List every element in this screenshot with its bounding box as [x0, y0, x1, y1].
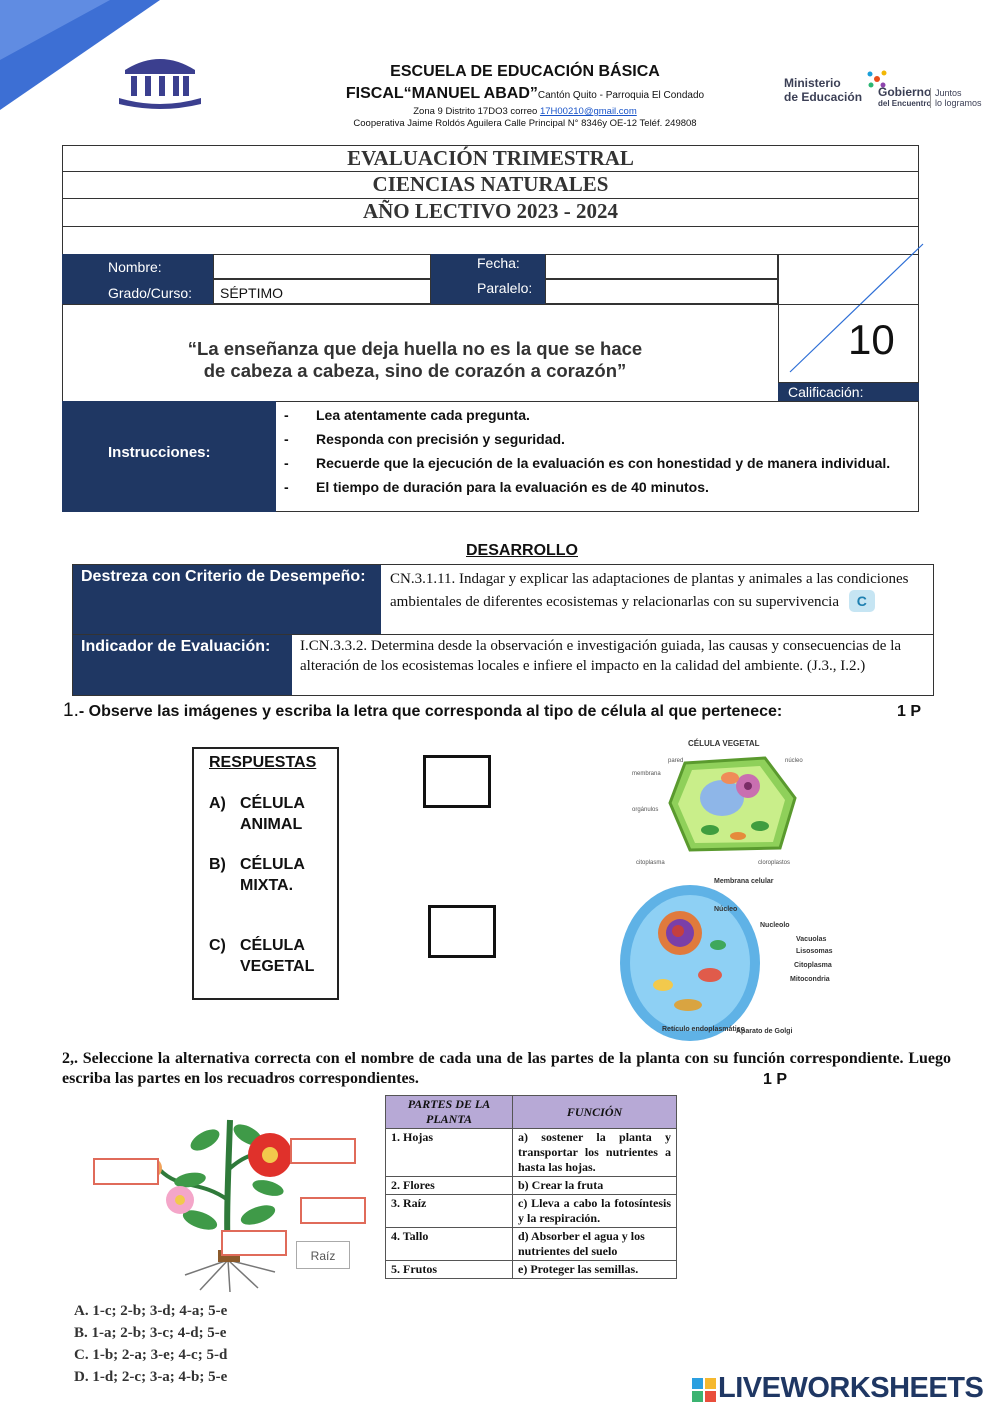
table-header-row: [386, 1096, 677, 1129]
animal-cell-image: [618, 875, 842, 1043]
bullet: -: [284, 407, 289, 423]
question-1: [63, 700, 782, 722]
table-cell: e) Proteger las semillas.: [513, 1261, 677, 1279]
address-line2: Cooperativa Jaime Roldós Aguilera Calle Principal N° 8346y OE-12 Teléf. 249808: [353, 118, 697, 129]
school-location: Cantón Quito - Parroquia El Condado: [537, 90, 705, 101]
gobierno-line2: del Encuentro: [878, 99, 932, 108]
school-name-line2: [300, 85, 750, 103]
animal-cell-label: Citoplasma: [794, 962, 832, 969]
exam-title: EVALUACIÓN TRIMESTRAL: [347, 146, 634, 170]
desarrollo-title: DESARROLLO: [466, 542, 578, 559]
raiz-label: Raíz: [296, 1241, 350, 1269]
instructions-list: [284, 403, 914, 499]
table-cell: b) Crear la fruta: [513, 1177, 677, 1195]
animal-cell-label: Nucleolo: [760, 922, 790, 929]
table-row: [386, 1177, 677, 1195]
liveworksheets-logo-icon: [692, 1378, 716, 1402]
gobierno-line1: Gobierno: [878, 85, 932, 99]
table-header: FUNCIÓN: [513, 1096, 677, 1129]
address-prefix: Zona 9 Distrito 17DO3 correo: [413, 106, 540, 117]
email-link[interactable]: 17H00210@gmail.com: [539, 106, 637, 117]
option-line: CÉLULA: [240, 795, 305, 812]
fecha-label: Fecha:: [477, 255, 520, 271]
plant-cell-label: membrana: [632, 771, 661, 777]
option-c: [209, 935, 314, 977]
animal-cell-label: Vacuolas: [796, 936, 827, 943]
exam-subject: CIENCIAS NATURALES: [372, 172, 609, 196]
choice-a[interactable]: A. 1-c; 2-b; 3-d; 4-a; 5-e: [74, 1303, 228, 1319]
table-cell: 1. Hojas: [386, 1129, 513, 1177]
plant-cell-image: [630, 738, 812, 868]
answer-box-1[interactable]: [423, 755, 491, 808]
ministerio-line1: Ministerio: [784, 76, 841, 90]
q1-points: 1 P: [897, 703, 922, 720]
plant-label-box[interactable]: [93, 1158, 159, 1185]
indicador-label: Indicador de Evaluación:: [81, 638, 271, 655]
option-line: VEGETAL: [240, 958, 315, 975]
question-2: 2,. Seleccione la alternativa correcta con el nombre de cada una de las partes de la planta con su función correspondiente. Luego escriba las partes en los recuadros correspondientes.: [62, 1050, 951, 1087]
indicador-text: I.CN.3.3.2. Determina desde la observación e investigación guiada, las causas y consecuencias de la alteración de los ecosistemas locales e infiere el impacto en la calidad del ambiente. (J.3., I.2.): [300, 638, 902, 674]
nombre-label: Nombre:: [108, 259, 162, 275]
calificacion-label: Calificación:: [778, 383, 919, 401]
animal-cell-label: Núcleo: [714, 906, 738, 913]
plant-cell-label: citoplasma: [636, 860, 665, 866]
q1-number: 1.: [63, 700, 79, 721]
juntos-line2: lo logramos: [935, 98, 982, 108]
paralelo-label: Paralelo:: [477, 280, 533, 296]
bullet: -: [284, 431, 289, 447]
plant-cell-label: cloroplastos: [758, 860, 791, 866]
plant-cell-title: CÉLULA VEGETAL: [688, 739, 760, 748]
address-line1: [300, 106, 750, 117]
juntos-logo: [930, 88, 982, 108]
table-cell: 3. Raíz: [386, 1195, 513, 1228]
option-b: [209, 854, 305, 896]
animal-cell-label: Lisosomas: [796, 948, 833, 955]
quote: [110, 338, 720, 382]
option-line: CÉLULA: [240, 937, 305, 954]
option-a: [209, 793, 305, 835]
destreza-label: Destreza con Criterio de Desempeño:: [81, 568, 366, 585]
choice-d[interactable]: D. 1-d; 2-c; 3-a; 4-b; 5-e: [74, 1369, 228, 1385]
school-name-line1: ESCUELA DE EDUCACIÓN BÁSICA: [390, 63, 660, 80]
bullet: -: [284, 479, 289, 495]
instruction-text: Responda con precisión y seguridad.: [316, 431, 565, 447]
instruction-text: Recuerde que la ejecución de la evaluación es con honestidad y de manera individual.: [316, 455, 891, 471]
instruction-item: [284, 451, 914, 475]
table-row: [386, 1195, 677, 1228]
option-line: ANIMAL: [240, 816, 303, 833]
plant-cell-label: pared: [668, 758, 684, 764]
choice-c[interactable]: C. 1-b; 2-a; 3-e; 4-c; 5-d: [74, 1347, 228, 1363]
option-line: CÉLULA: [240, 856, 305, 873]
destreza-text-body: CN.3.1.11. Indagar y explicar las adaptaciones de plantas y animales a las condiciones ambientales de diferentes ecosistemas y relacionarlas con su supervivencia: [390, 571, 909, 610]
plant-parts-table: [385, 1095, 677, 1279]
divider: [62, 304, 919, 305]
destreza-badge: C: [849, 590, 875, 612]
exam-year: AÑO LECTIVO 2023 - 2024: [362, 199, 619, 223]
plant-label-box[interactable]: [221, 1230, 287, 1256]
nombre-input[interactable]: [213, 254, 431, 279]
school-logo: [115, 48, 205, 110]
ministerio-line2: de Educación: [784, 90, 863, 104]
q1-text: - Observe las imágenes y escriba la letra que corresponda al tipo de célula al que pertenece:: [78, 703, 783, 720]
score-value[interactable]: 10: [848, 316, 895, 363]
liveworksheets-brand[interactable]: LIVEWORKSHEETS: [718, 1372, 984, 1404]
answer-box-2[interactable]: [428, 905, 496, 958]
q2-choices: [74, 1300, 227, 1388]
animal-cell-label: Aparato de Golgi: [736, 1028, 793, 1035]
fecha-input[interactable]: [545, 254, 778, 279]
table-cell: 2. Flores: [386, 1177, 513, 1195]
choice-b[interactable]: B. 1-a; 2-b; 3-c; 4-d; 5-e: [74, 1325, 227, 1341]
divider: [62, 226, 919, 227]
table-row: [386, 1228, 677, 1261]
instruction-text: Lea atentamente cada pregunta.: [316, 407, 530, 423]
table-row: [386, 1129, 677, 1177]
bullet: -: [284, 455, 289, 471]
quote-line2: de cabeza a cabeza, sino de corazón a corazón”: [203, 360, 627, 381]
table-cell: c) Lleva a cabo la fotosíntesis y la respiración.: [513, 1195, 677, 1228]
grado-label: Grado/Curso:: [108, 285, 193, 301]
option-line: MIXTA.: [240, 877, 294, 894]
table-cell: a) sostener la planta y transportar los nutrientes a hasta las hojas.: [513, 1129, 677, 1177]
table-cell: 4. Tallo: [386, 1228, 513, 1261]
grado-input[interactable]: SÉPTIMO: [213, 279, 431, 304]
animal-cell-label: Membrana celular: [714, 878, 774, 885]
option-letter: A): [209, 795, 226, 812]
table-row: [386, 1261, 677, 1279]
instruction-item: [284, 475, 914, 499]
instruction-text: El tiempo de duración para la evaluación es de 40 minutos.: [316, 479, 709, 495]
quote-line1: “La enseñanza que deja huella no es la que se hace: [187, 338, 643, 359]
plant-label-box[interactable]: [300, 1197, 366, 1224]
gobierno-logo: [878, 86, 931, 110]
plant-cell-label: núcleo: [785, 758, 803, 764]
plant-label-box[interactable]: [290, 1138, 356, 1164]
animal-cell-label: Retículo endoplasmático: [662, 1026, 745, 1033]
option-letter: C): [209, 937, 226, 954]
table-header: PARTES DE LA PLANTA: [386, 1096, 513, 1129]
table-cell: 5. Frutos: [386, 1261, 513, 1279]
table-cell: d) Absorber el agua y los nutrientes del suelo: [513, 1228, 677, 1261]
paralelo-input[interactable]: [545, 279, 778, 304]
juntos-line1: Juntos: [935, 88, 962, 98]
answers-title: RESPUESTAS: [209, 754, 317, 771]
animal-cell-label: Mitocondria: [790, 976, 830, 983]
instruction-item: [284, 427, 914, 451]
ministerio-logo: [784, 76, 862, 104]
plant-cell-label: orgánulos: [632, 807, 659, 813]
instruction-item: [284, 403, 914, 427]
option-letter: B): [209, 856, 226, 873]
q2-points: 1 P: [763, 1071, 788, 1088]
instructions-label: Instrucciones:: [108, 444, 211, 461]
school-name: FISCAL“MANUEL ABAD”: [345, 85, 538, 102]
destreza-text: [390, 568, 930, 613]
